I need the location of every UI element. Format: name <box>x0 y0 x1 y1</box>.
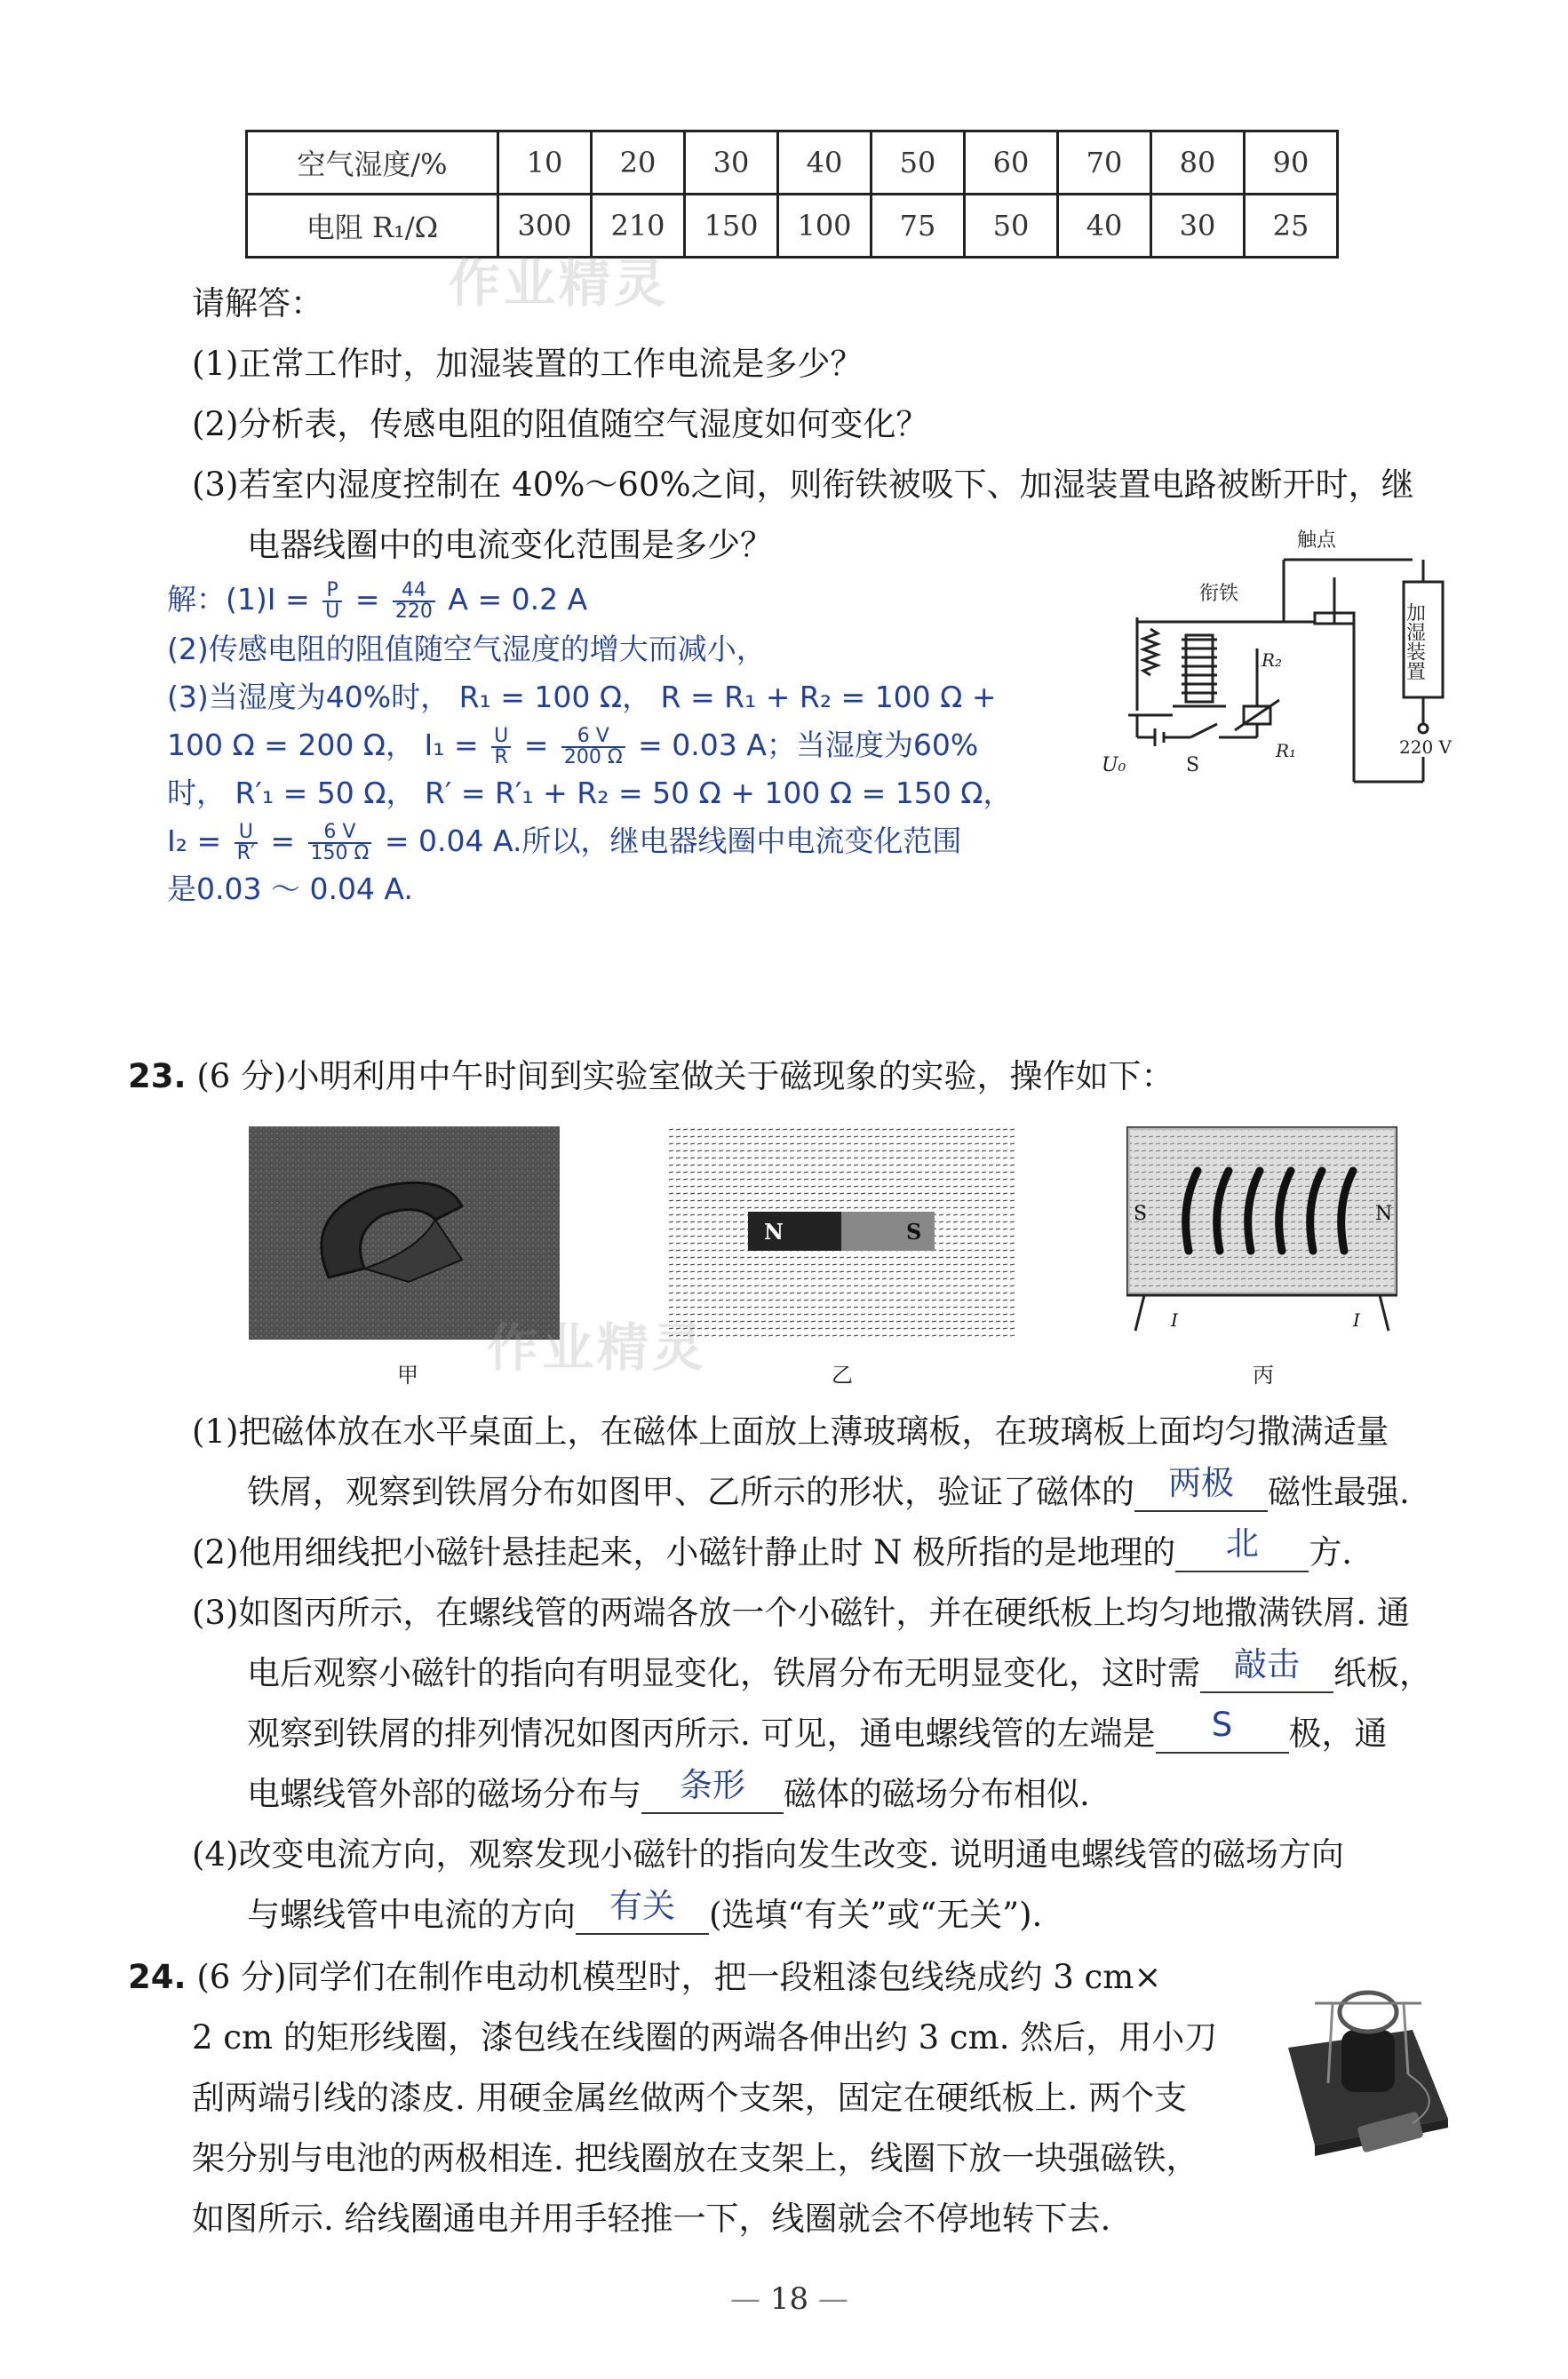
table-row <box>247 195 1338 258</box>
q23-stem: 23. (6 分)小明利用中午时间到实验室做关于磁现象的实验，操作如下： <box>128 1057 1174 1095</box>
table-cell: 75 <box>872 195 965 258</box>
q24-line-5: 如图所示. 给线圈通电并用手轻推一下，线圈就会不停地转下去. <box>192 2200 1111 2238</box>
circuit-label-armature: 衔铁 <box>1199 583 1239 605</box>
question-number: 24. <box>128 1958 187 1996</box>
circuit-label-u0: U₀ <box>1102 754 1126 776</box>
solution-line-2: (2)传感电阻的阻值随空气湿度的增大而减小， <box>167 632 766 666</box>
q22-part3b: 电器线圈中的电流变化范围是多少？ <box>247 526 773 564</box>
relay-circuit-diagram <box>1102 524 1484 800</box>
coil-n-label: N <box>1375 1203 1393 1225</box>
watermark: 作业精灵 <box>487 1317 708 1378</box>
table-cell: 60 <box>965 131 1058 195</box>
circuit-label-r1: R₁ <box>1276 740 1297 761</box>
circuit-label-voltage: 220 V <box>1399 736 1452 758</box>
circuit-label-contact: 触点 <box>1297 529 1337 552</box>
q22-part1: (1)正常工作时，加湿装置的工作电流是多少？ <box>192 345 864 383</box>
q23-part3d: 电螺线管外部的磁场分布与 条形 磁体的磁场分布相似. <box>247 1766 1090 1813</box>
fraction: $\frac{P}{U}$ <box>322 581 342 622</box>
answer-blank-4[interactable]: S <box>1156 1716 1289 1754</box>
table-cell: 80 <box>1151 131 1245 195</box>
coil-s-label: S <box>1134 1203 1148 1225</box>
answer-blank-5[interactable]: 条形 <box>641 1777 784 1814</box>
table-cell: 90 <box>1245 131 1338 195</box>
q23-part4b: 与螺线管中电流的方向 有关 (选填“有关”或“无关”). <box>247 1887 1043 1934</box>
q24-line-4: 架分别与电池的两极相连. 把线圈放在支架上，线圈下放一块强磁铁， <box>192 2139 1199 2177</box>
q23-part3c: 观察到铁屑的排列情况如图丙所示. 可见，通电螺线管的左端是 S 极，通 <box>247 1706 1388 1753</box>
q24-line-2: 2 cm 的矩形线圈，漆包线在线圈的两端各伸出约 3 cm. 然后，用小刀 <box>192 2018 1218 2057</box>
question-number: 23. <box>128 1057 187 1095</box>
figure-bar-magnet <box>668 1126 1015 1340</box>
table-cell: 100 <box>778 195 872 258</box>
caption-c: 丙 <box>1253 1363 1274 1388</box>
q24-line-3: 刮两端引线的漆皮. 用硬金属丝做两个支架，固定在硬纸板上. 两个支 <box>192 2079 1188 2117</box>
q23-part3a: (3)如图丙所示，在螺线管的两端各放一个小磁针，并在硬纸板上均匀地撒满铁屑. 通 <box>192 1594 1410 1632</box>
solution-line-5: 时， R′₁ = 50 Ω， R′ = R′₁ + R₂ = 50 Ω + 100 Ω = 150 Ω， <box>167 776 1013 810</box>
table-cell: 20 <box>592 131 685 195</box>
q22-intro: 请解答： <box>192 284 323 322</box>
table-header-humidity: 空气湿度/% <box>247 131 498 195</box>
fraction: $\frac{U}{R'}$ <box>235 823 258 863</box>
table-cell: 30 <box>685 131 778 195</box>
table-cell: 25 <box>1245 195 1338 258</box>
table-cell: 50 <box>965 195 1058 258</box>
answer-blank-1[interactable]: 两极 <box>1134 1475 1268 1512</box>
table-cell: 50 <box>872 131 965 195</box>
q23-part2: (2)他用细线把小磁针悬挂起来，小磁针静止时 N 极所指的是地理的 北 方. <box>192 1524 1353 1571</box>
fraction: $\frac{6 V}{150 \Omega}$ <box>308 823 372 863</box>
figure-solenoid <box>1126 1126 1397 1340</box>
caption-b: 乙 <box>832 1363 853 1388</box>
q23-part4a: (4)改变电流方向，观察发现小磁针的指向发生改变. 说明通电螺线管的磁场方向 <box>192 1835 1344 1874</box>
page-number: 18 <box>769 2281 809 2317</box>
current-label-right: I <box>1353 1309 1360 1331</box>
table-cell: 70 <box>1058 131 1151 195</box>
q23-part1a: (1)把磁体放在水平桌面上，在磁体上面放上薄玻璃板，在玻璃板上面均匀撒满适量 <box>192 1412 1389 1451</box>
fraction: $\frac{6 V}{200 \Omega}$ <box>561 727 625 768</box>
answer-blank-3[interactable]: 敲击 <box>1200 1656 1333 1693</box>
circuit-label-switch: S <box>1186 754 1200 776</box>
q22-part2: (2)分析表，传感电阻的阻值随空气湿度如何变化？ <box>192 405 929 443</box>
table-cell: 40 <box>1058 195 1151 258</box>
table-cell: 150 <box>685 195 778 258</box>
q23-part3b: 电后观察小磁针的指向有明显变化，铁屑分布无明显变化，这时需 敲击 纸板， <box>247 1645 1432 1692</box>
circuit-label-device: 加湿装置 <box>1403 602 1426 680</box>
solution-line-7: 是0.03 ～ 0.04 A. <box>167 871 413 906</box>
answer-blank-6[interactable]: 有关 <box>576 1898 709 1935</box>
table-header-resistance: 电阻 R₁/Ω <box>247 195 498 258</box>
table-cell: 210 <box>592 195 685 258</box>
table-cell: 40 <box>778 131 872 195</box>
fraction: $\frac{U}{R}$ <box>491 727 511 768</box>
answer-blank-2[interactable]: 北 <box>1175 1535 1309 1572</box>
solution-line-4: 100 Ω = 200 Ω， I₁ = $\frac{U}{R}$ = $\frac{6 V}{200 \Omega}$ = 0.03 A；当湿度为60% <box>167 724 979 768</box>
fraction: $\frac{44}{220}$ <box>393 581 435 622</box>
page-number-row: — 18 — <box>730 2281 848 2317</box>
solution-line-1: 解：(1)I = $\frac{P}{U}$ = $\frac{44}{220}$ A = 0.2 A <box>167 578 588 623</box>
table-cell: 10 <box>498 131 592 195</box>
humidity-resistance-table <box>245 130 1339 259</box>
watermark: 作业精灵 <box>449 253 670 314</box>
magnet-n-label: N <box>764 1219 784 1245</box>
circuit-label-r2: R₂ <box>1262 649 1283 671</box>
q22-part3a: (3)若室内湿度控制在 40%～60%之间，则衔铁被吸下、加湿装置电路被断开时，继 <box>192 465 1414 504</box>
solution-text: 解：(1)I = <box>167 582 310 617</box>
figure-motor-model <box>1279 1968 1457 2172</box>
solution-line-6: I₂ = $\frac{U}{R'}$ = $\frac{6 V}{150 \Omega}$ = 0.04 A.所以，继电器线圈中电流变化范围 <box>167 820 962 864</box>
q24-line-1: 24. (6 分)同学们在制作电动机模型时，把一段粗漆包线绕成约 3 cm× <box>128 1958 1162 1996</box>
solution-line-3: (3)当湿度为40%时， R₁ = 100 Ω， R = R₁ + R₂ = 100 Ω + <box>167 680 997 714</box>
table-cell: 300 <box>498 195 592 258</box>
current-label-left: I <box>1171 1309 1178 1331</box>
caption-a: 甲 <box>397 1363 418 1388</box>
table-row <box>247 131 1338 195</box>
table-cell: 30 <box>1151 195 1245 258</box>
magnet-s-label: S <box>906 1219 922 1245</box>
q23-part1b: 铁屑，观察到铁屑分布如图甲、乙所示的形状，验证了磁体的 两极 磁性最强. <box>247 1464 1410 1511</box>
